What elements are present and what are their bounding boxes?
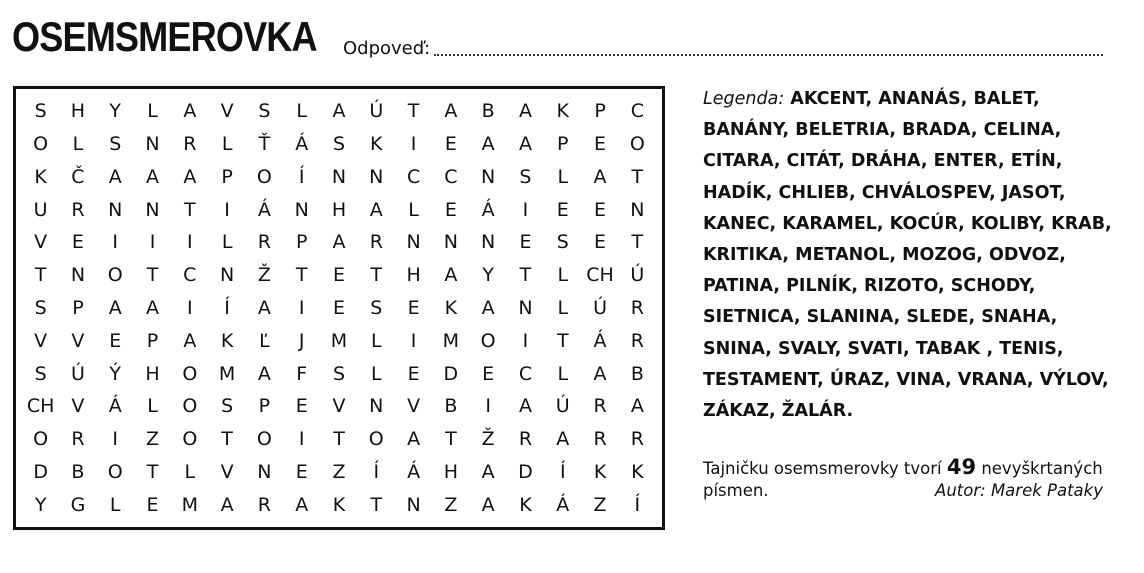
grid-cell[interactable]: G [70, 493, 86, 516]
legend-line: AKCENT, ANANÁS, BALET, [784, 89, 1040, 109]
grid-cell[interactable]: Á [108, 395, 122, 418]
grid-cell[interactable]: V [220, 100, 234, 123]
grid-cell[interactable]: T [407, 100, 420, 123]
legend-line: SNINA, SVALY, SVATI, TABAK , TENIS, [703, 338, 1064, 359]
grid-cell[interactable]: N [630, 198, 645, 221]
grid-cell[interactable]: U [33, 198, 48, 221]
letter-grid-frame [13, 86, 665, 530]
grid-cell[interactable]: L [221, 231, 233, 254]
grid-cell[interactable]: Ú [369, 100, 384, 123]
puzzle-title: OSEMSMEROVKA [12, 13, 317, 60]
answer-field[interactable] [434, 53, 1103, 56]
grid-cell[interactable]: N [369, 165, 384, 188]
grid-cell[interactable]: T [221, 428, 233, 451]
grid-cell[interactable]: H [443, 460, 459, 483]
grid-cell[interactable]: N [257, 460, 272, 483]
grid-cell[interactable]: L [221, 133, 233, 156]
grid-cell[interactable]: Á [257, 198, 271, 221]
grid-cell[interactable]: V [220, 460, 234, 483]
grid-cell[interactable]: V [34, 329, 48, 352]
grid-cell[interactable]: E [594, 133, 607, 156]
legend-line: HADÍK, CHLIEB, CHVÁLOSPEV, JASOT, [703, 182, 1066, 203]
grid-cell[interactable]: R [257, 231, 271, 254]
legend-line: KANEC, KARAMEL, KOCÚR, KOLIBY, KRAB, [703, 213, 1112, 234]
grid-cell[interactable]: H [70, 100, 86, 123]
grid-cell[interactable]: S [332, 133, 346, 156]
grid-cell[interactable]: T [519, 264, 532, 287]
grid-cell[interactable]: O [256, 428, 272, 451]
grid-cell[interactable]: C [183, 264, 197, 287]
grid-cell[interactable]: E [407, 296, 420, 319]
grid-cell[interactable]: Í [224, 296, 230, 319]
grid-cell[interactable]: E [444, 133, 457, 156]
grid-cell[interactable]: L [147, 395, 158, 418]
grid-cell[interactable]: A [108, 165, 122, 188]
grid-cell[interactable]: A [183, 329, 197, 352]
grid-cell[interactable]: A [444, 264, 458, 287]
grid-cell[interactable]: Ú [593, 296, 608, 319]
grid-cell[interactable]: E [71, 231, 84, 254]
grid-cell[interactable]: N [145, 133, 160, 156]
grid-cell[interactable]: C [518, 362, 533, 385]
grid-cell[interactable]: T [556, 329, 569, 352]
grid-cell[interactable]: Y [34, 493, 47, 516]
grid-cell[interactable]: O [368, 428, 384, 451]
grid-cell[interactable]: A [220, 493, 234, 516]
grid-cell[interactable]: B [630, 362, 644, 385]
grid-cell[interactable]: R [593, 428, 607, 451]
grid-cell[interactable]: D [443, 362, 459, 385]
answer-row [343, 40, 1103, 58]
grid-cell[interactable]: I [187, 231, 193, 254]
grid-cell[interactable]: L [557, 264, 569, 287]
grid-cell[interactable]: H [145, 362, 160, 385]
grid-cell[interactable]: N [443, 231, 458, 254]
grid-cell[interactable]: A [257, 296, 271, 319]
grid-cell[interactable]: S [370, 296, 383, 319]
grid-cell[interactable]: A [183, 100, 197, 123]
grid-cell[interactable]: Ý [109, 362, 122, 385]
grid-cell[interactable]: S [34, 296, 47, 319]
grid-cell[interactable]: K [631, 460, 644, 483]
grid-cell[interactable]: K [332, 493, 346, 516]
grid-cell[interactable]: H [406, 264, 421, 287]
grid-cell[interactable]: N [108, 198, 123, 221]
grid-cell[interactable]: R [369, 231, 383, 254]
grid-cell[interactable]: Z [146, 428, 160, 451]
legend [703, 84, 1113, 427]
grid-cell[interactable]: T [146, 460, 159, 483]
grid-cell[interactable]: A [369, 198, 383, 221]
grid-cell[interactable]: Ľ [259, 329, 270, 352]
grid-cell[interactable]: T [631, 165, 644, 188]
grid-cell[interactable]: O [33, 133, 49, 156]
grid-cell[interactable]: E [594, 231, 607, 254]
grid-cell[interactable]: T [184, 198, 196, 221]
grid-cell[interactable]: L [72, 133, 84, 156]
grid-cell[interactable]: C [444, 165, 458, 188]
grid-cell[interactable]: E [332, 296, 345, 319]
grid-cell[interactable]: Z [444, 493, 458, 516]
grid-cell[interactable]: D [33, 460, 48, 483]
grid-cell[interactable]: Ú [555, 395, 570, 418]
grid-cell[interactable]: S [34, 100, 47, 123]
grid-cell[interactable]: R [257, 493, 271, 516]
grid-cell[interactable]: M [330, 329, 348, 352]
grid-cell[interactable]: N [369, 395, 384, 418]
legend-label: Legenda: [703, 89, 785, 109]
grid-cell[interactable]: I [410, 133, 417, 156]
grid-cell[interactable]: O [33, 428, 49, 451]
grid-cell[interactable]: N [145, 198, 160, 221]
grid-cell[interactable]: I [485, 395, 491, 418]
legend-word-list [703, 89, 1112, 421]
grid-cell[interactable]: F [296, 362, 308, 385]
info-text-after: nevyškrtaných [976, 459, 1103, 478]
grid-cell[interactable]: T [370, 493, 383, 516]
grid-cell[interactable]: A [108, 296, 122, 319]
grid-cell[interactable]: I [410, 329, 417, 352]
grid-cell[interactable]: O [107, 460, 123, 483]
grid-cell[interactable]: L [296, 100, 307, 123]
grid-cell[interactable]: Í [373, 460, 380, 483]
grid-cell[interactable]: P [258, 395, 271, 418]
grid-cell[interactable]: A [407, 428, 421, 451]
grid-cell[interactable]: I [149, 231, 156, 254]
grid-cell[interactable]: A [444, 100, 458, 123]
grid-cell[interactable]: M [442, 329, 460, 352]
grid-cell[interactable]: N [70, 264, 86, 287]
grid-cell[interactable]: K [220, 329, 234, 352]
grid-cell[interactable]: N [331, 165, 347, 188]
grid-cell[interactable]: Č [71, 165, 85, 188]
grid-cell[interactable]: R [183, 133, 197, 156]
grid-cell[interactable]: A [518, 133, 532, 156]
grid-cell[interactable]: E [444, 198, 457, 221]
grid-cell[interactable]: S [258, 100, 271, 123]
grid-cell[interactable]: CH [586, 264, 614, 287]
grid-cell[interactable]: Ú [630, 264, 645, 287]
grid-cell[interactable]: Ú [70, 362, 85, 385]
grid-cell[interactable]: E [482, 362, 495, 385]
grid-cell[interactable]: S [556, 231, 569, 254]
legend-line: ZÁKAZ, ŽALÁR. [703, 401, 854, 422]
grid-cell[interactable]: R [630, 428, 644, 451]
grid-cell[interactable]: K [593, 460, 607, 483]
grid-cell[interactable]: E [146, 493, 159, 516]
grid-cell[interactable]: O [182, 395, 198, 418]
grid-cell[interactable]: S [519, 165, 532, 188]
legend-line: BANÁNY, BELETRIA, BRADA, CELINA, [703, 120, 1062, 141]
grid-cell[interactable]: L [109, 493, 121, 516]
grid-cell[interactable]: Í [634, 493, 641, 516]
grid-cell[interactable]: E [556, 198, 569, 221]
grid-cell[interactable]: Ž [481, 428, 495, 451]
grid-cell[interactable]: T [370, 264, 383, 287]
grid-cell[interactable]: I [298, 296, 305, 319]
grid-cell[interactable]: O [256, 165, 272, 188]
grid-cell[interactable]: A [257, 362, 271, 385]
grid-cell[interactable]: Í [298, 165, 305, 188]
grid-cell[interactable]: I [112, 428, 119, 451]
grid-cell[interactable]: V [71, 395, 85, 418]
grid-cell[interactable]: I [224, 198, 230, 221]
grid-cell[interactable]: Ž [257, 264, 271, 287]
grid-cell[interactable]: T [146, 264, 159, 287]
grid-cell[interactable]: A [146, 165, 160, 188]
grid-cell[interactable]: R [630, 296, 644, 319]
grid-cell[interactable]: A [481, 133, 495, 156]
info-block [703, 456, 1103, 502]
grid-cell[interactable]: P [295, 231, 308, 254]
grid-cell[interactable]: T [34, 264, 47, 287]
grid-cell[interactable]: E [407, 362, 420, 385]
grid-cell[interactable]: L [184, 460, 196, 483]
grid-cell[interactable]: A [295, 493, 309, 516]
grid-cell[interactable]: A [630, 395, 644, 418]
grid-cell[interactable]: A [183, 165, 197, 188]
legend-line: KRITIKA, METANOL, MOZOG, ODVOZ, [703, 245, 1066, 266]
grid-cell[interactable]: V [34, 231, 48, 254]
grid-cell[interactable]: Á [295, 133, 309, 156]
grid-cell[interactable]: N [406, 231, 421, 254]
grid-cell[interactable]: L [370, 329, 382, 352]
grid-cell[interactable]: A [481, 296, 495, 319]
grid-cell[interactable]: E [519, 231, 532, 254]
grid-cell[interactable]: T [445, 428, 457, 451]
grid-cell[interactable]: E [295, 395, 308, 418]
grid-cell[interactable]: A [481, 460, 495, 483]
legend-line: CITARA, CITÁT, DRÁHA, ENTER, ETÍN, [703, 151, 1063, 172]
grid-cell[interactable]: R [593, 395, 607, 418]
grid-cell[interactable]: O [182, 428, 198, 451]
grid-cell[interactable]: Ť [258, 133, 271, 156]
grid-cell[interactable]: L [557, 296, 569, 319]
grid-cell[interactable]: V [407, 395, 421, 418]
grid-cell[interactable]: O [480, 329, 496, 352]
grid-cell[interactable]: O [629, 133, 645, 156]
info-line-2 [703, 480, 1103, 502]
grid-cell[interactable]: E [594, 198, 607, 221]
grid-cell[interactable]: K [556, 100, 569, 123]
grid-cell[interactable]: Á [593, 329, 607, 352]
grid-cell[interactable]: R [630, 329, 644, 352]
grid-cell[interactable]: E [109, 329, 122, 352]
remaining-letter-count: 49 [946, 455, 977, 479]
grid-cell[interactable]: M [181, 493, 199, 516]
grid-cell[interactable]: K [519, 493, 532, 516]
grid-cell[interactable]: Y [482, 264, 494, 287]
grid-cell[interactable]: A [556, 428, 570, 451]
grid-cell[interactable]: A [332, 231, 346, 254]
grid-cell[interactable]: E [332, 264, 345, 287]
info-line2-text: písmen. [703, 481, 769, 500]
grid-cell[interactable]: L [147, 100, 158, 123]
grid-cell[interactable]: V [332, 395, 346, 418]
grid-cell[interactable]: A [593, 165, 607, 188]
grid-cell[interactable]: I [298, 428, 305, 451]
grid-cell[interactable]: A [332, 100, 346, 123]
legend-line: PATINA, PILNÍK, RIZOTO, SCHODY, [703, 276, 1036, 297]
grid-cell[interactable]: N [406, 493, 421, 516]
grid-cell[interactable]: S [221, 395, 234, 418]
grid-cell[interactable]: H [331, 198, 347, 221]
grid-cell[interactable]: T [333, 428, 345, 451]
grid-cell[interactable]: I [522, 198, 529, 221]
grid-cell[interactable]: J [298, 329, 305, 352]
grid-cell[interactable]: N [481, 165, 496, 188]
answer-label: Odpoveď: [343, 38, 431, 59]
grid-cell[interactable]: K [34, 165, 47, 188]
grid-cell[interactable]: P [594, 100, 606, 123]
info-line-1 [703, 456, 1103, 480]
grid-cell[interactable]: P [221, 165, 233, 188]
grid-cell[interactable]: B [71, 460, 85, 483]
grid-cell[interactable]: N [220, 264, 235, 287]
grid-cell[interactable]: P [557, 133, 569, 156]
grid-cell[interactable]: L [370, 362, 382, 385]
grid-cell[interactable]: A [146, 296, 160, 319]
grid-cell[interactable]: S [34, 362, 47, 385]
grid-cell[interactable]: O [182, 362, 198, 385]
grid-cell[interactable]: S [109, 133, 122, 156]
grid-cell[interactable]: A [593, 362, 607, 385]
grid-cell[interactable]: N [481, 231, 496, 254]
grid-cell[interactable]: M [218, 362, 236, 385]
grid-cell[interactable]: L [408, 198, 419, 221]
grid-cell[interactable]: A [481, 493, 495, 516]
grid-cell[interactable]: K [370, 133, 383, 156]
grid-cell[interactable]: I [187, 296, 193, 319]
grid-cell[interactable]: Á [407, 460, 421, 483]
grid-cell[interactable]: Í [559, 460, 566, 483]
grid-cell[interactable]: I [522, 329, 529, 352]
legend-line: TESTAMENT, ÚRAZ, VINA, VRANA, VÝLOV, [703, 369, 1109, 390]
grid-cell[interactable]: R [518, 428, 533, 451]
grid-cell[interactable]: Y [109, 100, 122, 123]
letter-grid [16, 95, 662, 521]
grid-cell[interactable]: B [444, 395, 458, 418]
grid-cell[interactable]: P [72, 296, 84, 319]
grid-cell[interactable]: V [71, 329, 85, 352]
grid-cell[interactable]: O [107, 264, 123, 287]
author-credit: Autor: Marek Pataky [935, 481, 1103, 500]
info-text-before: Tajničku osemsmerovky tvorí [703, 459, 947, 478]
grid-cell[interactable]: S [332, 362, 346, 385]
grid-cell[interactable]: T [295, 264, 308, 287]
grid-cell[interactable]: CH [26, 395, 55, 418]
grid-cell[interactable]: Z [593, 493, 607, 516]
grid-cell[interactable]: L [557, 165, 569, 188]
grid-cell[interactable]: T [631, 231, 644, 254]
grid-cell[interactable]: A [518, 100, 532, 123]
grid-cell[interactable]: B [481, 100, 495, 123]
grid-cell[interactable]: N [294, 198, 309, 221]
grid-cell[interactable]: C [630, 100, 644, 123]
grid-cell[interactable]: R [71, 428, 85, 451]
grid-cell[interactable]: D [518, 460, 533, 483]
grid-cell[interactable]: Z [332, 460, 346, 483]
grid-cell[interactable]: P [146, 329, 159, 352]
grid-cell[interactable]: Á [556, 493, 570, 516]
grid-cell[interactable]: Á [481, 198, 495, 221]
grid-cell[interactable]: E [295, 460, 308, 483]
grid-cell[interactable]: K [444, 296, 458, 319]
grid-cell[interactable]: I [112, 231, 119, 254]
grid-cell[interactable]: L [557, 362, 569, 385]
grid-cell[interactable]: C [406, 165, 421, 188]
legend-line: SIETNICA, SLANINA, SLEDE, SNAHA, [703, 307, 1058, 328]
grid-cell[interactable]: R [71, 198, 85, 221]
grid-cell[interactable]: A [518, 395, 532, 418]
grid-cell[interactable]: N [518, 296, 533, 319]
